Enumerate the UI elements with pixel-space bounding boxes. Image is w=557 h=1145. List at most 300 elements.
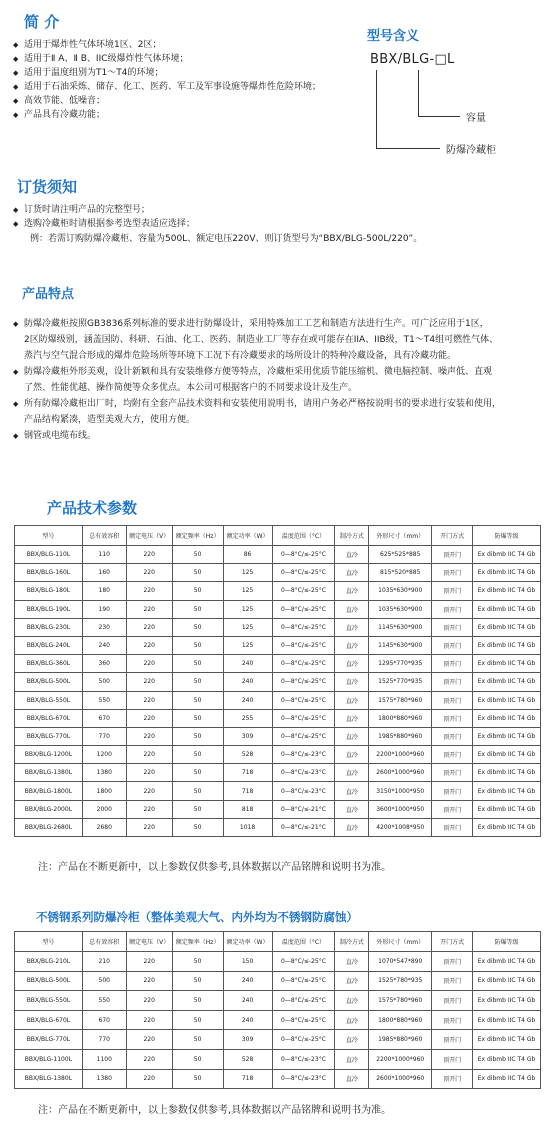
table-cell: Ex dibmb IIC T4 Gb <box>473 1049 541 1069</box>
table-cell: 50 <box>172 1010 223 1030</box>
table-cell: 1525*780*935 <box>369 971 432 991</box>
table-cell: 0—8°C/≤-25°C <box>272 582 335 600</box>
table-cell: 125 <box>223 564 272 582</box>
table-cell: 50 <box>172 764 223 782</box>
column-header: 防爆等级 <box>473 526 541 546</box>
list-item: ◆ 适用于石油采炼、储存、化工、医药、军工及军事设施等爆炸性危险环境； <box>12 80 321 94</box>
table-cell: Ex dibmb IIC T4 Gb <box>473 818 541 836</box>
table-cell: 220 <box>126 764 172 782</box>
table-cell: 50 <box>172 600 223 618</box>
table-cell: 顶开门 <box>432 636 473 654</box>
table-row <box>15 600 541 618</box>
table-cell: 直冷 <box>335 655 369 673</box>
table-cell: 550 <box>82 691 126 709</box>
table-cell: Ex dibmb IIC T4 Gb <box>473 1030 541 1050</box>
table-cell: 50 <box>172 1030 223 1050</box>
table-cell: BBX/BLG-770L <box>15 1030 83 1050</box>
table-cell: 顶开门 <box>432 952 473 972</box>
table-cell: 直冷 <box>335 1069 369 1089</box>
table-cell: 50 <box>172 709 223 727</box>
table-cell: 顶开门 <box>432 818 473 836</box>
table-cell: 160 <box>82 564 126 582</box>
table-cell: 0—8°C/≤-25°C <box>272 600 335 618</box>
table-cell: 0—8°C/≤-25°C <box>272 636 335 654</box>
table-cell: BBX/BLG-210L <box>15 952 83 972</box>
table-cell: 2200*1000*960 <box>369 746 432 764</box>
table-cell: 0—8°C/≤-25°C <box>272 1010 335 1030</box>
table-cell: 220 <box>126 818 172 836</box>
table-cell: 220 <box>126 971 172 991</box>
column-header: 额定电压（V） <box>126 526 172 546</box>
table-row <box>15 727 541 745</box>
table-cell: 550 <box>82 991 126 1011</box>
table-cell: Ex dibmb IIC T4 Gb <box>473 564 541 582</box>
table-cell: BBX/BLG-360L <box>15 655 83 673</box>
table-cell: 3600*1000*950 <box>369 800 432 818</box>
table-cell: 0—8°C/≤-23°C <box>272 1049 335 1069</box>
table-cell: 670 <box>82 1010 126 1030</box>
table-cell: 直冷 <box>335 952 369 972</box>
table-cell: 50 <box>172 800 223 818</box>
table-cell: BBX/BLG-1100L <box>15 1049 83 1069</box>
table-cell: BBX/BLG-110L <box>15 546 83 564</box>
table-cell: 顶开门 <box>432 1010 473 1030</box>
table-cell: 顶开门 <box>432 546 473 564</box>
column-header: 型号 <box>15 932 83 952</box>
column-header: 开门方式 <box>432 526 473 546</box>
table-cell: BBX/BLG-160L <box>15 564 83 582</box>
table-cell: 0—8°C/≤-23°C <box>272 782 335 800</box>
table-cell: 顶开门 <box>432 655 473 673</box>
table-cell: 220 <box>126 1010 172 1030</box>
model-code: BBX/BLG-□L <box>370 52 455 67</box>
table-cell: 190 <box>82 600 126 618</box>
table-cell: Ex dibmb IIC T4 Gb <box>473 636 541 654</box>
table-cell: 528 <box>223 1049 272 1069</box>
table-cell: 0—8°C/≤-25°C <box>272 655 335 673</box>
table-cell: BBX/BLG-2680L <box>15 818 83 836</box>
table-cell: 直冷 <box>335 709 369 727</box>
table-cell: 309 <box>223 727 272 745</box>
model-line-capacity-v <box>418 70 419 116</box>
table-cell: 直冷 <box>335 727 369 745</box>
table-cell: 1100 <box>82 1049 126 1069</box>
table-cell: 718 <box>223 764 272 782</box>
table-row <box>15 1010 541 1030</box>
stainless-table <box>14 931 541 1089</box>
table-cell: 1800*880*960 <box>369 709 432 727</box>
table-cell: 240 <box>223 1010 272 1030</box>
table-cell: BBX/BLG-180L <box>15 582 83 600</box>
model-line-capacity-h <box>418 116 460 117</box>
table-cell: 顶开门 <box>432 727 473 745</box>
table-cell: BBX/BLG-1380L <box>15 764 83 782</box>
features-title: 产品特点 <box>22 287 75 302</box>
table-cell: 50 <box>172 673 223 691</box>
table-cell: 1575*780*960 <box>369 691 432 709</box>
table-cell: 1200 <box>82 746 126 764</box>
table-cell: 220 <box>126 546 172 564</box>
table-cell: 顶开门 <box>432 709 473 727</box>
table-cell: Ex dibmb IIC T4 Gb <box>473 655 541 673</box>
table-cell: 220 <box>126 1030 172 1050</box>
table-cell: Ex dibmb IIC T4 Gb <box>473 673 541 691</box>
list-item: ◆ 适用于爆炸性气体环境1区、2区； <box>12 38 321 52</box>
table-cell: 220 <box>126 727 172 745</box>
table-cell: 0—8°C/≤-25°C <box>272 709 335 727</box>
table-cell: 直冷 <box>335 991 369 1011</box>
table-row <box>15 991 541 1011</box>
table-cell: 1070*547*890 <box>369 952 432 972</box>
table-cell: 直冷 <box>335 746 369 764</box>
table-cell: 直冷 <box>335 600 369 618</box>
table-cell: 220 <box>126 618 172 636</box>
model-line-type-v <box>376 70 377 148</box>
table-cell: 240 <box>223 673 272 691</box>
table-cell: 770 <box>82 727 126 745</box>
table-cell: BBX/BLG-190L <box>15 600 83 618</box>
table-cell: 1145*630*900 <box>369 618 432 636</box>
table-cell: 220 <box>126 655 172 673</box>
table-cell: 1035*630*900 <box>369 600 432 618</box>
list-item: ◆ 高效节能、低噪音； <box>12 94 321 108</box>
table-cell: 顶开门 <box>432 764 473 782</box>
table-cell: Ex dibmb IIC T4 Gb <box>473 618 541 636</box>
table-cell: Ex dibmb IIC T4 Gb <box>473 582 541 600</box>
table-cell: 309 <box>223 1030 272 1050</box>
table-cell: Ex dibmb IIC T4 Gb <box>473 746 541 764</box>
table-row <box>15 800 541 818</box>
table-cell: 220 <box>126 636 172 654</box>
table-row <box>15 709 541 727</box>
column-header: 额定频率（Hz） <box>172 932 223 952</box>
table-cell: BBX/BLG-550L <box>15 991 83 1011</box>
table-cell: 240 <box>223 991 272 1011</box>
column-header: 额定功率（W） <box>223 932 272 952</box>
table-cell: 直冷 <box>335 782 369 800</box>
column-header: 温度范围（°C） <box>272 526 335 546</box>
table-cell: 直冷 <box>335 691 369 709</box>
column-header: 额定功率（W） <box>223 526 272 546</box>
table-cell: 顶开门 <box>432 1069 473 1089</box>
table-cell: 0—8°C/≤-21°C <box>272 818 335 836</box>
column-header: 防爆等级 <box>473 932 541 952</box>
stainless-title: 不锈钢系列防爆冷柜（整体美观大气、内外均为不锈钢防腐蚀） <box>36 910 358 924</box>
table-cell: 150 <box>223 952 272 972</box>
table-cell: 顶开门 <box>432 1049 473 1069</box>
order-title: 订货须知 <box>17 178 78 196</box>
table-cell: 818 <box>223 800 272 818</box>
table-cell: BBX/BLG-550L <box>15 691 83 709</box>
table-row <box>15 564 541 582</box>
table-cell: 0—8°C/≤-21°C <box>272 800 335 818</box>
table-cell: Ex dibmb IIC T4 Gb <box>473 600 541 618</box>
table-cell: BBX/BLG-500L <box>15 971 83 991</box>
table-cell: 50 <box>172 618 223 636</box>
column-header: 外形尺寸（mm） <box>369 932 432 952</box>
column-header: 制冷方式 <box>335 932 369 952</box>
table-cell: 0—8°C/≤-25°C <box>272 991 335 1011</box>
intro-list <box>12 38 321 122</box>
table-cell: 0—8°C/≤-25°C <box>272 673 335 691</box>
table-row <box>15 1049 541 1069</box>
table-cell: 255 <box>223 709 272 727</box>
table-cell: 220 <box>126 1069 172 1089</box>
table-cell: 直冷 <box>335 800 369 818</box>
table-cell: 125 <box>223 618 272 636</box>
table-row <box>15 818 541 836</box>
column-header: 总有效容积 <box>82 526 126 546</box>
table-cell: 718 <box>223 782 272 800</box>
list-item: ◆ 适用于温度组别为T1～T4的环境； <box>12 66 321 80</box>
table-row <box>15 971 541 991</box>
table-cell: 220 <box>126 800 172 818</box>
order-list <box>12 203 195 231</box>
table-cell: 直冷 <box>335 971 369 991</box>
column-header: 外形尺寸（mm） <box>369 526 432 546</box>
table-cell: Ex dibmb IIC T4 Gb <box>473 800 541 818</box>
table-cell: 0—8°C/≤-25°C <box>272 1030 335 1050</box>
table-cell: 1800*880*960 <box>369 1010 432 1030</box>
table-row <box>15 952 541 972</box>
table-cell: 2680 <box>82 818 126 836</box>
table-cell: Ex dibmb IIC T4 Gb <box>473 727 541 745</box>
table-cell: 直冷 <box>335 546 369 564</box>
table-cell: 0—8°C/≤-23°C <box>272 1069 335 1089</box>
table-row <box>15 673 541 691</box>
feature-line: ◆ 防爆冷藏柜按照GB3836系列标准的要求进行防爆设计，采用特殊加工工艺和制造方法进行生产。可广泛应用于1区， <box>24 319 489 329</box>
specs-table <box>14 525 541 837</box>
table-cell: 顶开门 <box>432 991 473 1011</box>
feature-line: ◆ 防爆冷藏柜外形美观，设计新颖和具有安装维修方便等特点，冷藏柜采用优质节能压缩机、微电脑控制、噪声低、直观 <box>24 367 493 377</box>
table-cell: 500 <box>82 971 126 991</box>
features-list <box>12 316 501 444</box>
column-header: 额定频率（Hz） <box>172 526 223 546</box>
table-row <box>15 1069 541 1089</box>
table-cell: 直冷 <box>335 673 369 691</box>
model-line-type-h <box>376 148 440 149</box>
table-cell: 110 <box>82 546 126 564</box>
table-cell: 220 <box>126 600 172 618</box>
table-cell: 0—8°C/≤-25°C <box>272 546 335 564</box>
table-cell: 1985*880*960 <box>369 1030 432 1050</box>
table-cell: 2200*1000*960 <box>369 1049 432 1069</box>
table-cell: 50 <box>172 971 223 991</box>
model-label-capacity: 容量 <box>466 113 486 124</box>
table-cell: Ex dibmb IIC T4 Gb <box>473 764 541 782</box>
model-title: 型号含义 <box>367 29 420 44</box>
table-row <box>15 1030 541 1050</box>
table-cell: 50 <box>172 952 223 972</box>
feature-paragraph: ◆ 钢管或电缆布线。 <box>12 428 501 444</box>
table-cell: 220 <box>126 673 172 691</box>
table-row <box>15 764 541 782</box>
table-cell: 顶开门 <box>432 600 473 618</box>
table-cell: 3150*1000*950 <box>369 782 432 800</box>
list-item: ◆ 选购冷藏柜时请根据参考选型表适应选择； <box>12 217 195 231</box>
feature-line: 蒸汽与空气混合形成的爆炸危险场所等环境下工况下有冷藏要求的场所设计的特种冷藏设备，具有冷藏功能。 <box>24 351 457 361</box>
table-cell: 顶开门 <box>432 746 473 764</box>
table-row <box>15 618 541 636</box>
table-cell: 1018 <box>223 818 272 836</box>
table-header-row <box>15 932 541 952</box>
table-header-row <box>15 526 541 546</box>
table-cell: 顶开门 <box>432 1030 473 1050</box>
table-cell: 0—8°C/≤-25°C <box>272 691 335 709</box>
table-cell: 直冷 <box>335 1030 369 1050</box>
table-cell: 直冷 <box>335 818 369 836</box>
feature-line: 了然、性能优越、操作简便等众多优点。本公司可根据客户的不同要求设计及生产。 <box>24 383 358 393</box>
table-cell: 220 <box>126 746 172 764</box>
feature-line: 2区防爆级别，涵盖国防、科研、石油、化工、医药、制造业工厂等存在或可能存在IIA、IIB级，T1～T4组可燃性气体、 <box>24 335 499 345</box>
table-row <box>15 655 541 673</box>
table-cell: 50 <box>172 636 223 654</box>
table-cell: 50 <box>172 655 223 673</box>
table-cell: 直冷 <box>335 582 369 600</box>
table-cell: 1575*780*960 <box>369 991 432 1011</box>
table-row <box>15 582 541 600</box>
table-cell: 1800 <box>82 782 126 800</box>
table-cell: BBX/BLG-1380L <box>15 1069 83 1089</box>
model-label-type: 防爆冷藏柜 <box>446 145 496 156</box>
order-example: 例：若需订购防爆冷藏柜、容量为500L、额定电压220V、则订货型号为“BBX/BLG-500L/220”。 <box>30 234 423 244</box>
table-cell: 50 <box>172 1049 223 1069</box>
table-cell: 1145*630*900 <box>369 636 432 654</box>
table-cell: 0—8°C/≤-23°C <box>272 764 335 782</box>
table-cell: 4200*1008*950 <box>369 818 432 836</box>
table-cell: 125 <box>223 600 272 618</box>
table-cell: 直冷 <box>335 636 369 654</box>
feature-paragraph <box>12 364 501 396</box>
table-cell: 500 <box>82 673 126 691</box>
table-cell: 直冷 <box>335 564 369 582</box>
table-cell: 220 <box>126 782 172 800</box>
table-cell: 2600*1000*960 <box>369 764 432 782</box>
table-cell: 0—8°C/≤-25°C <box>272 564 335 582</box>
table-cell: 0—8°C/≤-25°C <box>272 952 335 972</box>
table-cell: 50 <box>172 818 223 836</box>
table-cell: 220 <box>126 691 172 709</box>
column-header: 型号 <box>15 526 83 546</box>
specs-note: 注：产品在不断更新中，以上参数仅供参考,具体数据以产品铭牌和说明书为准。 <box>38 862 392 873</box>
table-cell: 直冷 <box>335 1010 369 1030</box>
table-cell: Ex dibmb IIC T4 Gb <box>473 691 541 709</box>
table-row <box>15 546 541 564</box>
column-header: 温度范围（°C） <box>272 932 335 952</box>
intro-title: 简 介 <box>24 13 60 31</box>
stainless-note: 注：产品在不断更新中，以上参数仅供参考,具体数据以产品铭牌和说明书为准。 <box>38 1105 392 1116</box>
table-cell: BBX/BLG-670L <box>15 1010 83 1030</box>
table-cell: BBX/BLG-1800L <box>15 782 83 800</box>
feature-paragraph <box>12 396 501 428</box>
table-cell: 50 <box>172 746 223 764</box>
table-cell: BBX/BLG-1200L <box>15 746 83 764</box>
table-cell: 50 <box>172 691 223 709</box>
table-row <box>15 782 541 800</box>
table-cell: BBX/BLG-500L <box>15 673 83 691</box>
table-cell: 1035*630*900 <box>369 582 432 600</box>
feature-line: 产品结构紧凑，造型美观大方，使用方便。 <box>24 415 196 425</box>
table-cell: 顶开门 <box>432 564 473 582</box>
table-cell: 顶开门 <box>432 800 473 818</box>
table-cell: 770 <box>82 1030 126 1050</box>
table-cell: 240 <box>223 971 272 991</box>
table-cell: 2600*1000*960 <box>369 1069 432 1089</box>
table-cell: Ex dibmb IIC T4 Gb <box>473 971 541 991</box>
table-cell: 1985*880*960 <box>369 727 432 745</box>
table-cell: 240 <box>223 691 272 709</box>
table-cell: 顶开门 <box>432 673 473 691</box>
table-cell: 直冷 <box>335 618 369 636</box>
table-cell: 0—8°C/≤-23°C <box>272 746 335 764</box>
table-cell: 220 <box>126 709 172 727</box>
table-cell: 220 <box>126 1049 172 1069</box>
table-cell: 50 <box>172 727 223 745</box>
table-cell: 50 <box>172 546 223 564</box>
table-cell: 220 <box>126 991 172 1011</box>
table-cell: 50 <box>172 582 223 600</box>
table-cell: 1380 <box>82 1069 126 1089</box>
list-item: ◆ 产品具有冷藏功能； <box>12 108 321 122</box>
table-cell: 230 <box>82 618 126 636</box>
table-cell: 125 <box>223 636 272 654</box>
table-cell: Ex dibmb IIC T4 Gb <box>473 952 541 972</box>
specs-title: 产品技术参数 <box>47 499 138 517</box>
table-cell: 顶开门 <box>432 782 473 800</box>
table-cell: 2000 <box>82 800 126 818</box>
table-cell: Ex dibmb IIC T4 Gb <box>473 546 541 564</box>
feature-line: ◆ 所有防爆冷藏柜出厂时，均附有全套产品技术资料和安装使用说明书，请用户务必严格按说明书的要求进行安装和使用， <box>24 399 502 409</box>
table-cell: 180 <box>82 582 126 600</box>
table-cell: BBX/BLG-240L <box>15 636 83 654</box>
table-cell: 86 <box>223 546 272 564</box>
table-row <box>15 691 541 709</box>
table-cell: Ex dibmb IIC T4 Gb <box>473 709 541 727</box>
column-header: 开门方式 <box>432 932 473 952</box>
table-cell: 0—8°C/≤-25°C <box>272 618 335 636</box>
table-cell: 220 <box>126 564 172 582</box>
table-cell: 360 <box>82 655 126 673</box>
table-cell: 直冷 <box>335 1049 369 1069</box>
table-cell: Ex dibmb IIC T4 Gb <box>473 782 541 800</box>
table-cell: 顶开门 <box>432 582 473 600</box>
table-cell: 顶开门 <box>432 691 473 709</box>
table-cell: 直冷 <box>335 764 369 782</box>
table-cell: Ex dibmb IIC T4 Gb <box>473 1010 541 1030</box>
table-row <box>15 636 541 654</box>
table-cell: 1380 <box>82 764 126 782</box>
table-cell: 1525*770*935 <box>369 673 432 691</box>
table-cell: 670 <box>82 709 126 727</box>
table-cell: 顶开门 <box>432 971 473 991</box>
table-cell: BBX/BLG-2000L <box>15 800 83 818</box>
table-cell: 240 <box>223 655 272 673</box>
table-cell: BBX/BLG-670L <box>15 709 83 727</box>
table-cell: 220 <box>126 582 172 600</box>
column-header: 总有效容积 <box>82 932 126 952</box>
table-cell: 815*520*885 <box>369 564 432 582</box>
table-cell: 125 <box>223 582 272 600</box>
feature-paragraph <box>12 316 501 364</box>
table-cell: 50 <box>172 991 223 1011</box>
table-cell: Ex dibmb IIC T4 Gb <box>473 1069 541 1089</box>
column-header: 额定电压（V） <box>126 932 172 952</box>
table-cell: 210 <box>82 952 126 972</box>
table-cell: 0—8°C/≤-25°C <box>272 971 335 991</box>
table-cell: 50 <box>172 782 223 800</box>
list-item: ◆ 订货时请注明产品的完整型号； <box>12 203 195 217</box>
table-row <box>15 746 541 764</box>
